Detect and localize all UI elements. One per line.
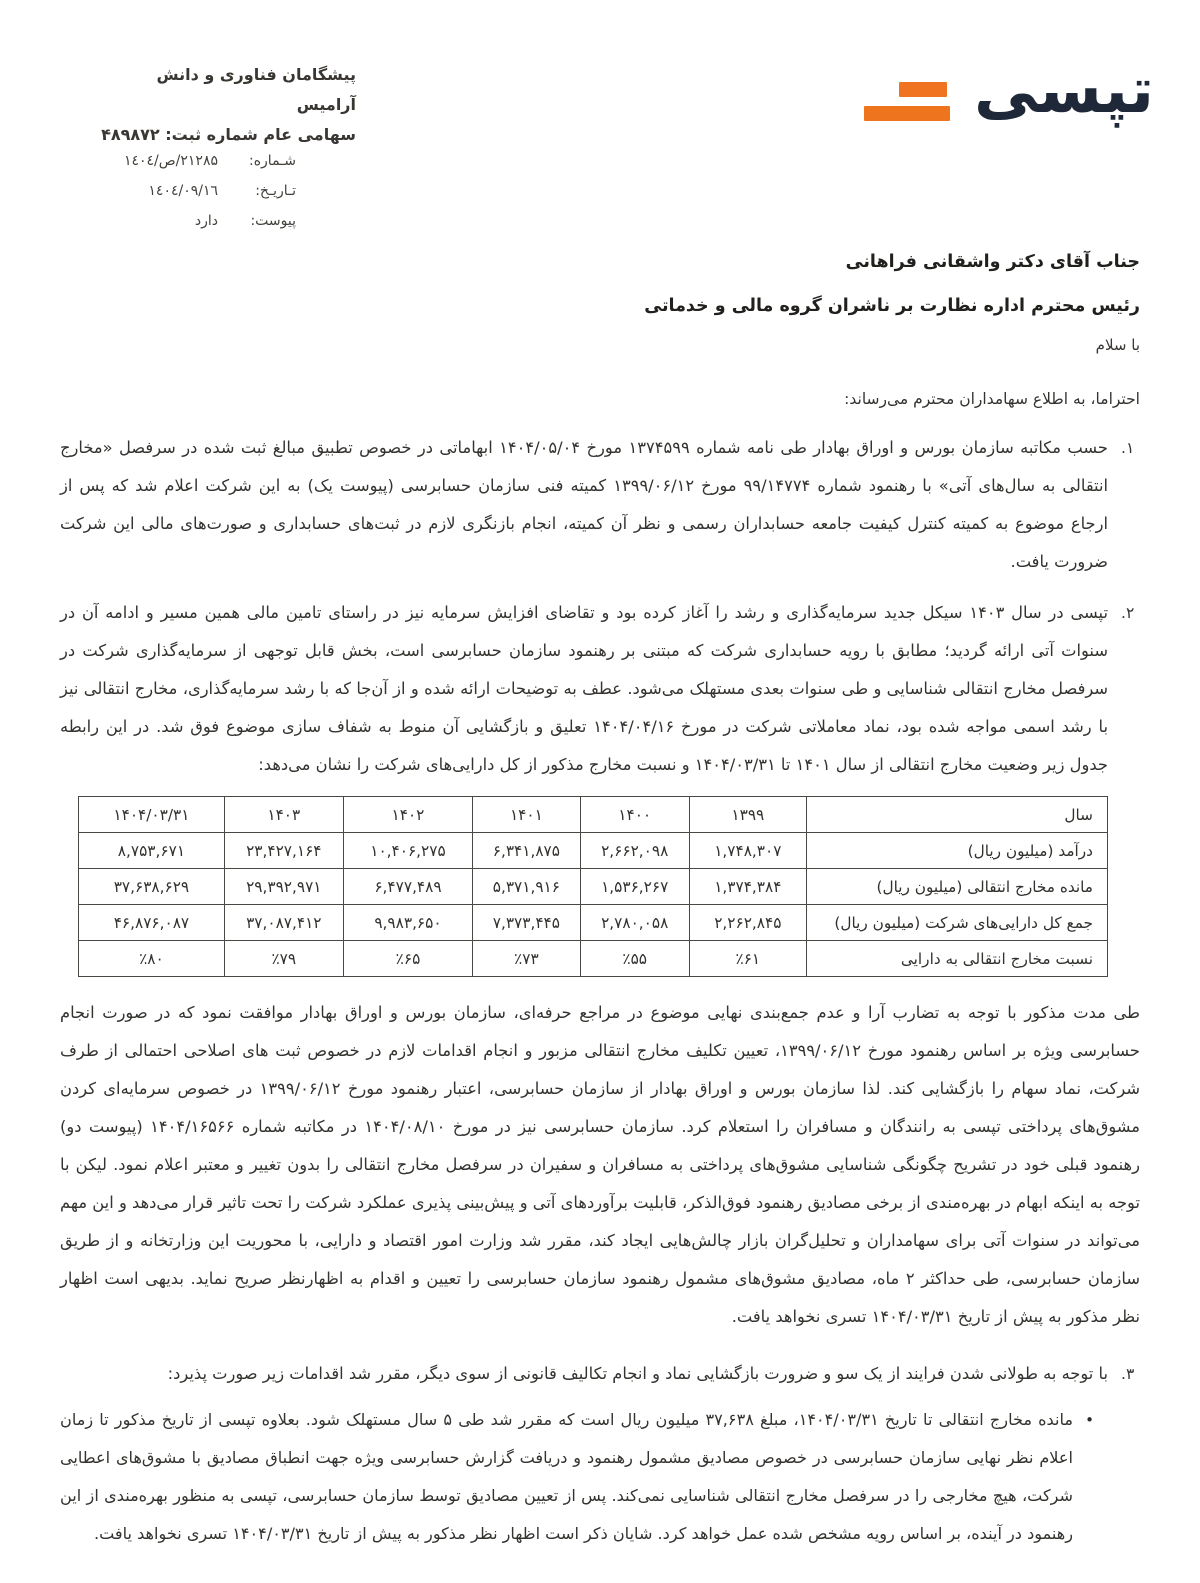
meta-attachment-value: دارد [194, 213, 218, 229]
item-2-number: ۲. [1121, 604, 1135, 622]
value-cell: ۳۷,۶۳۸,۶۲۹ [79, 869, 225, 905]
after-table-paragraph: طی مدت مذکور با توجه به تضارب آرا و عدم جمع‌بندی نهایی موضوع در مراجع حرفه‌ای، سازمان بورس و اوراق بهادار موافقت نمود که در صورت انجام حسابرسی ویژه بر اساس رهنمود مورخ ۱۳۹۹/۰۶/۱۲، تعیین تکلیف مخارج انتقالی مزبور و انجام اقدامات لازم در خصوص ثبت های اصلاحی احتمالی از طرف شرکت، نماد سهام را بازگشایی کند. لذا سازمان بورس و اوراق بهادار از سازمان حسابرسی، اعتبار رهنمود مورخ ۱۳۹۹/۰۶/۱۲ در خصوص سرمایه‌ای کردن مشوق‌های پرداختی تپسی به رانندگان و مسافران را استعلام کرد. سازمان حسابرسی نیز در مورخ ۱۴۰۴/۰۸/۱۰ در مکاتبه شماره ۱۴۰۴/۱۶۵۶۶ (پیوست دو) رهنمود قبلی خود در تشریح چگونگی شناسایی مشوق‌های پرداختی به مسافران و سفیران در سرفصل مخارج انتقالی را بدون تغییر و معتبر اعلام نمود. لیکن با توجه به اینکه ابهام در بهره‌مندی از برخی مصادیق رهنمود فوق‌الذکر، قابلیت برآوردهای آتی و پیش‌بینی پذیری عملکرد شرکت را تحت تاثیر قرار می‌دهد و این مهم می‌تواند در سنوات آتی برای سهامداران و تحلیل‌گران بازار چالش‌هایی ایجاد کند، مقرر شد وزارت امور اقتصاد و دارایی، با محوریت این وزارتخانه و از طریق سازمان حسابرسی، طی حداکثر ۲ ماه، مصادیق مشوق‌های مشمول رهنمود سازمان حسابرسی را تعیین و اقدام به اظهارنظر صریح نماید. بدیهی است اظهار نظر مذکور به پیش از تاریخ ۱۴۰۴/۰۳/۳۱ تسری نخواهد یافت. [60, 1003, 1140, 1326]
row-label-cell: درآمد (میلیون ریال) [806, 833, 1107, 869]
table-header-cell: ۱۴۰۰ [580, 797, 689, 833]
bullet-text: مانده مخارج انتقالی تا تاریخ ۱۴۰۴/۰۳/۳۱، مبلغ ۳۷,۶۳۸ میلیون ریال است که مقرر شد طی ۵ سال مستهلک شود. بعلاوه تپسی از تاریخ مذکور تا زمان اعلام نظر نهایی سازمان حسابرسی در خصوص مصادیق مشمول رهنمود و دریافت گزارش حسابرسی ویژه جهت انطباق مصادیق با مشوق‌های اعطایی شرکت، هیچ مخارجی را در سرفصل مخارج انتقالی شناسایی نمی‌کند. پس از تعیین مصادیق توسط سازمان حسابرسی، تپسی به منظور بهره‌مندی از این رهنمود در آینده، بر اساس رویه مشخص شده عمل خواهد کرد. شایان ذکر است اظهار نظر مذکور به پیش از تاریخ ۱۴۰۴/۰۳/۳۱ تسری نخواهد یافت. [60, 1410, 1074, 1543]
logo-orange-bar-bottom [864, 106, 950, 121]
intro-line: احتراما، به اطلاع سهامداران محترم می‌رساند: [844, 390, 1140, 408]
tapsi-wordmark: تپسی [973, 54, 1154, 128]
meta-number-value: ۲۱۲۸۵/ص/١٤٠٤ [123, 153, 218, 169]
value-cell: ۲۳,۴۲۷,۱۶۴ [224, 833, 343, 869]
financial-table [78, 796, 1108, 977]
value-cell: ۴۶,۸۷۶,۰۸۷ [79, 905, 225, 941]
meta-row-attachment [84, 206, 296, 236]
value-cell: ۲,۶۶۲,۰۹۸ [580, 833, 689, 869]
value-cell: ۱,۳۷۴,۳۸۴ [689, 869, 806, 905]
table-header-row [79, 797, 1108, 833]
value-cell: ٪۷۹ [224, 941, 343, 977]
row-label-cell: مانده مخارج انتقالی (میلیون ریال) [806, 869, 1107, 905]
table-header-cell: ۱۴۰۱ [473, 797, 580, 833]
meta-date-label: تـاریـخ: [255, 183, 296, 199]
table-row [79, 905, 1108, 941]
item-3-text: با توجه به طولانی شدن فرایند از یک سو و ضرورت بازگشایی نماد و انجام تکالیف قانونی از سوی دیگر، مقرر شد اقدامات زیر صورت پذیرد: [167, 1364, 1108, 1383]
bullet-marker-icon: • [1085, 1411, 1094, 1429]
numbered-item-1 [60, 429, 1140, 581]
numbered-item-3 [60, 1355, 1140, 1393]
tapsi-logo-bars-icon [864, 82, 950, 121]
item-1-text: حسب مکاتبه سازمان بورس و اوراق بهادار طی نامه شماره ۱۳۷۴۵۹۹ مورخ ۱۴۰۴/۰۵/۰۴ ابهاماتی در خصوص تطبیق مبالغ ثبت شده در سرفصل «مخارج انتقالی به سال‌های آتی» با رهنمود شماره ۹۹/۱۴۷۷۴ مورخ ۱۳۹۹/۰۶/۱۲ کمیته فنی سازمان حسابرسی (پیوست یک) به این شرکت اعلام شد که پس از ارجاع موضوع به کمیته کنترل کیفیت جامعه حسابداران رسمی و نظر آن کمیته، انجام بازنگری لازم در ثبت‌های حسابداری و صورت‌های مالی این شرکت ضرورت یافت. [60, 438, 1109, 571]
numbered-item-2 [60, 594, 1140, 784]
meta-row-date [84, 176, 296, 206]
value-cell: ۲۹,۳۹۲,۹۷۱ [224, 869, 343, 905]
value-cell: ٪۶۱ [689, 941, 806, 977]
table-row [79, 941, 1108, 977]
value-cell: ۸,۷۵۳,۶۷۱ [79, 833, 225, 869]
bullet-item [60, 1401, 1094, 1553]
value-cell: ۶,۴۷۷,۴۸۹ [343, 869, 472, 905]
row-label-cell: جمع کل دارایی‌های شرکت (میلیون ریال) [806, 905, 1107, 941]
table-row [79, 833, 1108, 869]
table-header-cell: ۱۳۹۹ [689, 797, 806, 833]
value-cell: ۷,۳۷۳,۴۴۵ [473, 905, 580, 941]
meta-number-label: شـماره: [248, 153, 296, 169]
item-3-number: ۳. [1121, 1365, 1135, 1383]
recipient-block [60, 240, 1140, 362]
company-registration: سهامی عام شماره ثبت: ۴۸۹۸۷۲ [101, 125, 356, 144]
value-cell: ۶,۳۴۱,۸۷۵ [473, 833, 580, 869]
table-header-cell: سال [806, 797, 1107, 833]
company-name: پیشگامان فناوری و دانش آرامیس [156, 65, 356, 114]
logo-orange-bar-top [899, 82, 947, 97]
row-label-cell: نسبت مخارج انتقالی به دارایی [806, 941, 1107, 977]
value-cell: ٪۵۵ [580, 941, 689, 977]
value-cell: ۲,۷۸۰,۰۵۸ [580, 905, 689, 941]
value-cell: ٪۸۰ [79, 941, 225, 977]
company-block [94, 60, 356, 150]
value-cell: ۱,۷۴۸,۳۰۷ [689, 833, 806, 869]
item-2-text: تپسی در سال ۱۴۰۳ سیکل جدید سرمایه‌گذاری و رشد را آغاز کرده بود و تقاضای افزایش سرمایه نیز در راستای تامین مالی همین مسیر و ادامه آن در سنوات آتی ارائه گردید؛ مطابق با رویه حسابداری شرکت که مبتنی بر رهنمود سازمان حسابرسی است، بخش قابل توجهی از سرمایه‌گذاری شرکت در سرفصل مخارج انتقالی شناسایی و طی سنوات بعدی مستهلک می‌شود. عطف به توضیحات ارائه شده و از آن‌جا که با رشد سرمایه‌گذاری، مخارج انتقالی نیز با رشد اسمی مواجه شده بود، نماد معاملاتی شرکت در مورخ ۱۴۰۴/۰۴/۱۶ تعلیق و بازگشایی آن منوط به شفاف سازی موضوع فوق شد. در این رابطه جدول زیر وضعیت مخارج انتقالی از سال ۱۴۰۱ تا ۱۴۰۴/۰۳/۳۱ و نسبت مخارج مذکور از کل دارایی‌های شرکت را نشان می‌دهد: [60, 603, 1108, 774]
value-cell: ٪۷۳ [473, 941, 580, 977]
value-cell: ۹,۹۸۳,۶۵۰ [343, 905, 472, 941]
table-header-cell: ۱۴۰۲ [343, 797, 472, 833]
salutation: با سلام [1095, 336, 1140, 354]
value-cell: ۱۰,۴۰۶,۲۷۵ [343, 833, 472, 869]
meta-attachment-label: پیوست: [250, 213, 296, 229]
recipient-name: جناب آقای دکتر واشقانی فراهانی [845, 252, 1140, 272]
meta-date-value: ١٤٠٤/٠٩/١٦ [148, 183, 218, 199]
value-cell: ۳۷,۰۸۷,۴۱۲ [224, 905, 343, 941]
recipient-title: رئیس محترم اداره نظارت بر ناشران گروه مالی و خدماتی [644, 296, 1140, 316]
meta-row-number [84, 146, 296, 176]
table-header-cell: ۱۴۰۳ [224, 797, 343, 833]
value-cell: ٪۶۵ [343, 941, 472, 977]
value-cell: ۲,۲۶۲,۸۴۵ [689, 905, 806, 941]
table-header-cell: ۱۴۰۴/۰۳/۳۱ [79, 797, 225, 833]
letter-meta [84, 146, 296, 236]
value-cell: ۱,۵۳۶,۲۶۷ [580, 869, 689, 905]
value-cell: ۵,۳۷۱,۹۱۶ [473, 869, 580, 905]
table-row [79, 869, 1108, 905]
item-1-number: ۱. [1121, 439, 1135, 457]
tapsi-logo [864, 52, 1154, 130]
letterhead [60, 54, 1154, 240]
